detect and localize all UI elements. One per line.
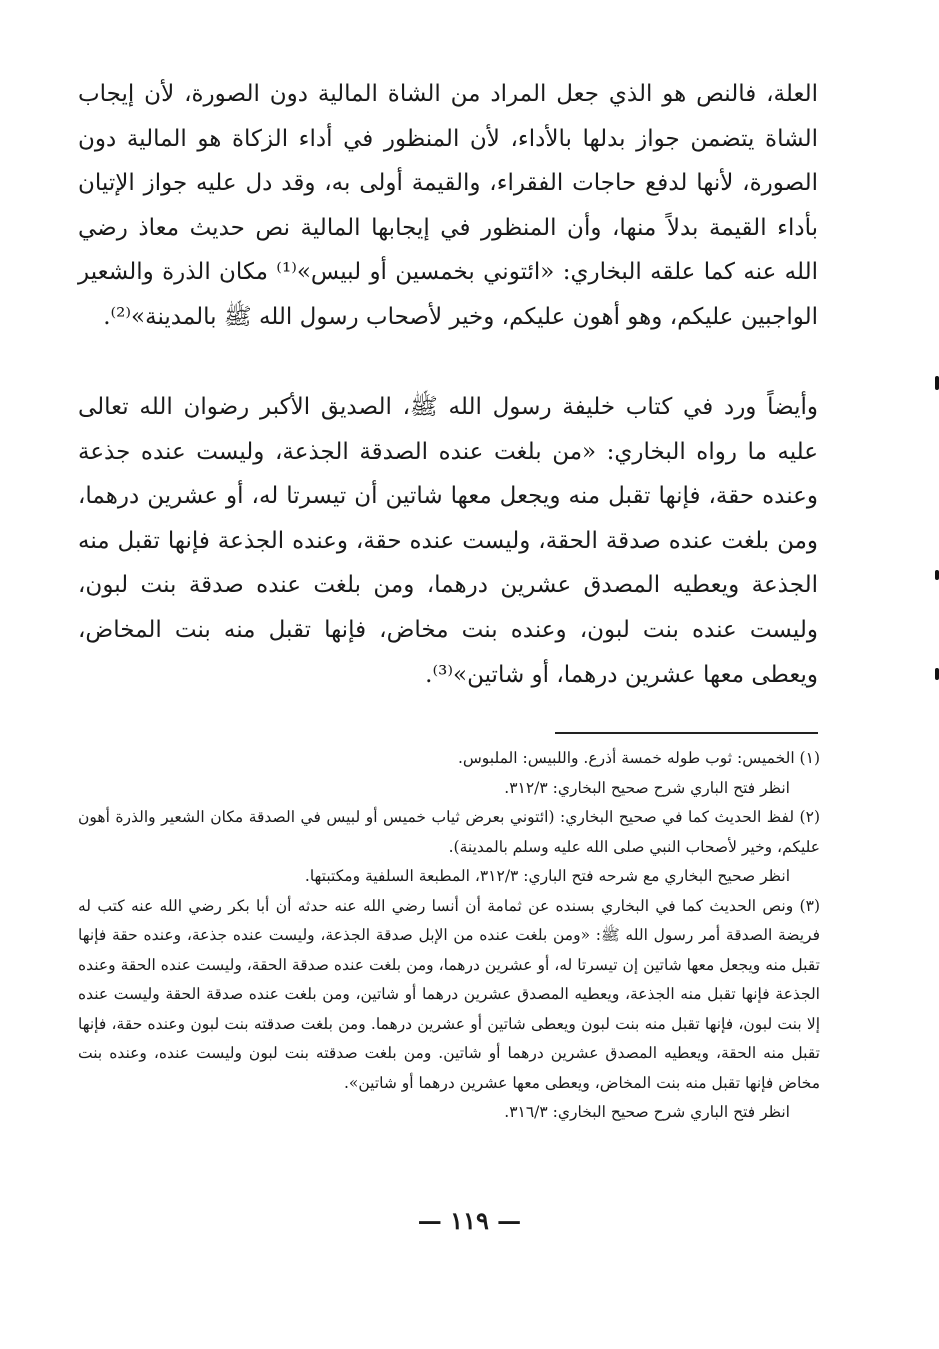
footnote-2-source: انظر صحيح البخاري مع شرحه فتح الباري: ٣١٢/٣، المطبعة السلفية ومكتبتها. — [304, 867, 790, 885]
scan-margin-mark — [935, 570, 939, 580]
footnote-3: (٣) ونص الحديث كما في البخاري بسنده عن ثمامة أن أنسا رضي الله عنه حدثه أن أبا بكر رضي الله عنه كتب له فريضة الصدقة أمر رسول الله ﷺ: «ومن بلغت عنده من الإبل صدقة الجذعة، وليست عنده جذعة، وعنده حقة فإنها تقبل منه ويجعل معها شاتين إن تيسرتا له، أو عشرين درهما، ومن بلغت عنده صدقة الحقة، وليست عنده الحقة وعنده الجذعة فإنها تقبل منه الجذعة، ويعطيه المصدق عشرين درهما أو شاتين، ومن بلغت عنده صدقة الحقة وليست عنده إلا بنت لبون، فإنها تقبل منه بنت لبون ويعطى شاتين أو عشرين درهما. ومن بلغت صدقته بنت لبون وعنده حقة، فإنها تقبل منه الحقة، ويعطيه المصدق عشرين درهما أو شاتين. ومن بلغت صدقته بنت لبون وليست عنده، وعنده بنت مخاض فإنها تقبل منه بنت المخاض، ويعطى معها عشرين درهما أو شاتين». — [78, 896, 820, 1092]
footnote-3-source: انظر فتح الباري شرح صحيح البخاري: ٣١٦/٣. — [504, 1103, 790, 1121]
footnote-divider — [555, 732, 818, 734]
scan-margin-mark — [935, 668, 939, 680]
scan-margin-mark — [935, 376, 939, 390]
body-paragraph: العلة، فالنص هو الذي جعل المراد من الشاة المالية دون الصورة، لأن إيجاب الشاة يتضمن جواز بدلها بالأداء، لأن المنظور في أداء الزكاة هو المالية دون الصورة، لأنها لدفع حاجات الفقراء، والقيمة أولى به، وقد دل عليه جواز الإتيان بأداء القيمة بدلاً منها، وأن المنظور في إيجابها المالية نص حديث معاذ رضي الله عنه كما علقه البخاري: «ائتوني بخمسين أو لبيس»⁽¹⁾ مكان الذرة والشعير الواجبين عليكم، وهو أهون عليكم، وخير لأصحاب رسول الله ﷺ بالمدينة»⁽²⁾. — [78, 81, 818, 330]
page-number: — ١١٩ — — [417, 1206, 522, 1235]
footnote-2: (٢) لفظ الحديث كما في صحيح البخاري: (ائتوني بعرض ثياب خميس أو لبيس في الصدقة مكان الشعير والذرة أهون عليكم، وخير لأصحاب النبي صلى الله عليه وسلم بالمدينة). — [78, 808, 820, 856]
footnotes-section — [78, 744, 820, 1128]
footnote-1-source: انظر فتح الباري شرح صحيح البخاري: ٣١٢/٣. — [504, 778, 790, 797]
footnote-1: (١) الخميس: ثوب طوله خمسة أذرع. واللبيس: الملبوس. — [457, 749, 820, 767]
body-paragraph: وأيضاً ورد في كتاب خليفة رسول الله ﷺ، الصديق الأكبر رضوان الله تعالى عليه ما رواه البخاري: «من بلغت عنده الصدقة الجذعة، وليست عنده جذعة وعنده حقة، فإنها تقبل منه ويجعل معها شاتين أن تيسرتا له، أو عشرين درهما، ومن بلغت عنده صدقة الحقة، وليست عنده حقة، وعنده الجذعة فإنها تقبل منه الجذعة ويعطيه المصدق عشرين درهما، ومن بلغت عنده صدقة بنت لبون، وليست عنده بنت لبون، وعنده بنت مخاض، فإنها تقبل منه بنت المخاض، ويعطى معها عشرين درهما، أو شاتين»⁽³⁾. — [78, 394, 818, 688]
